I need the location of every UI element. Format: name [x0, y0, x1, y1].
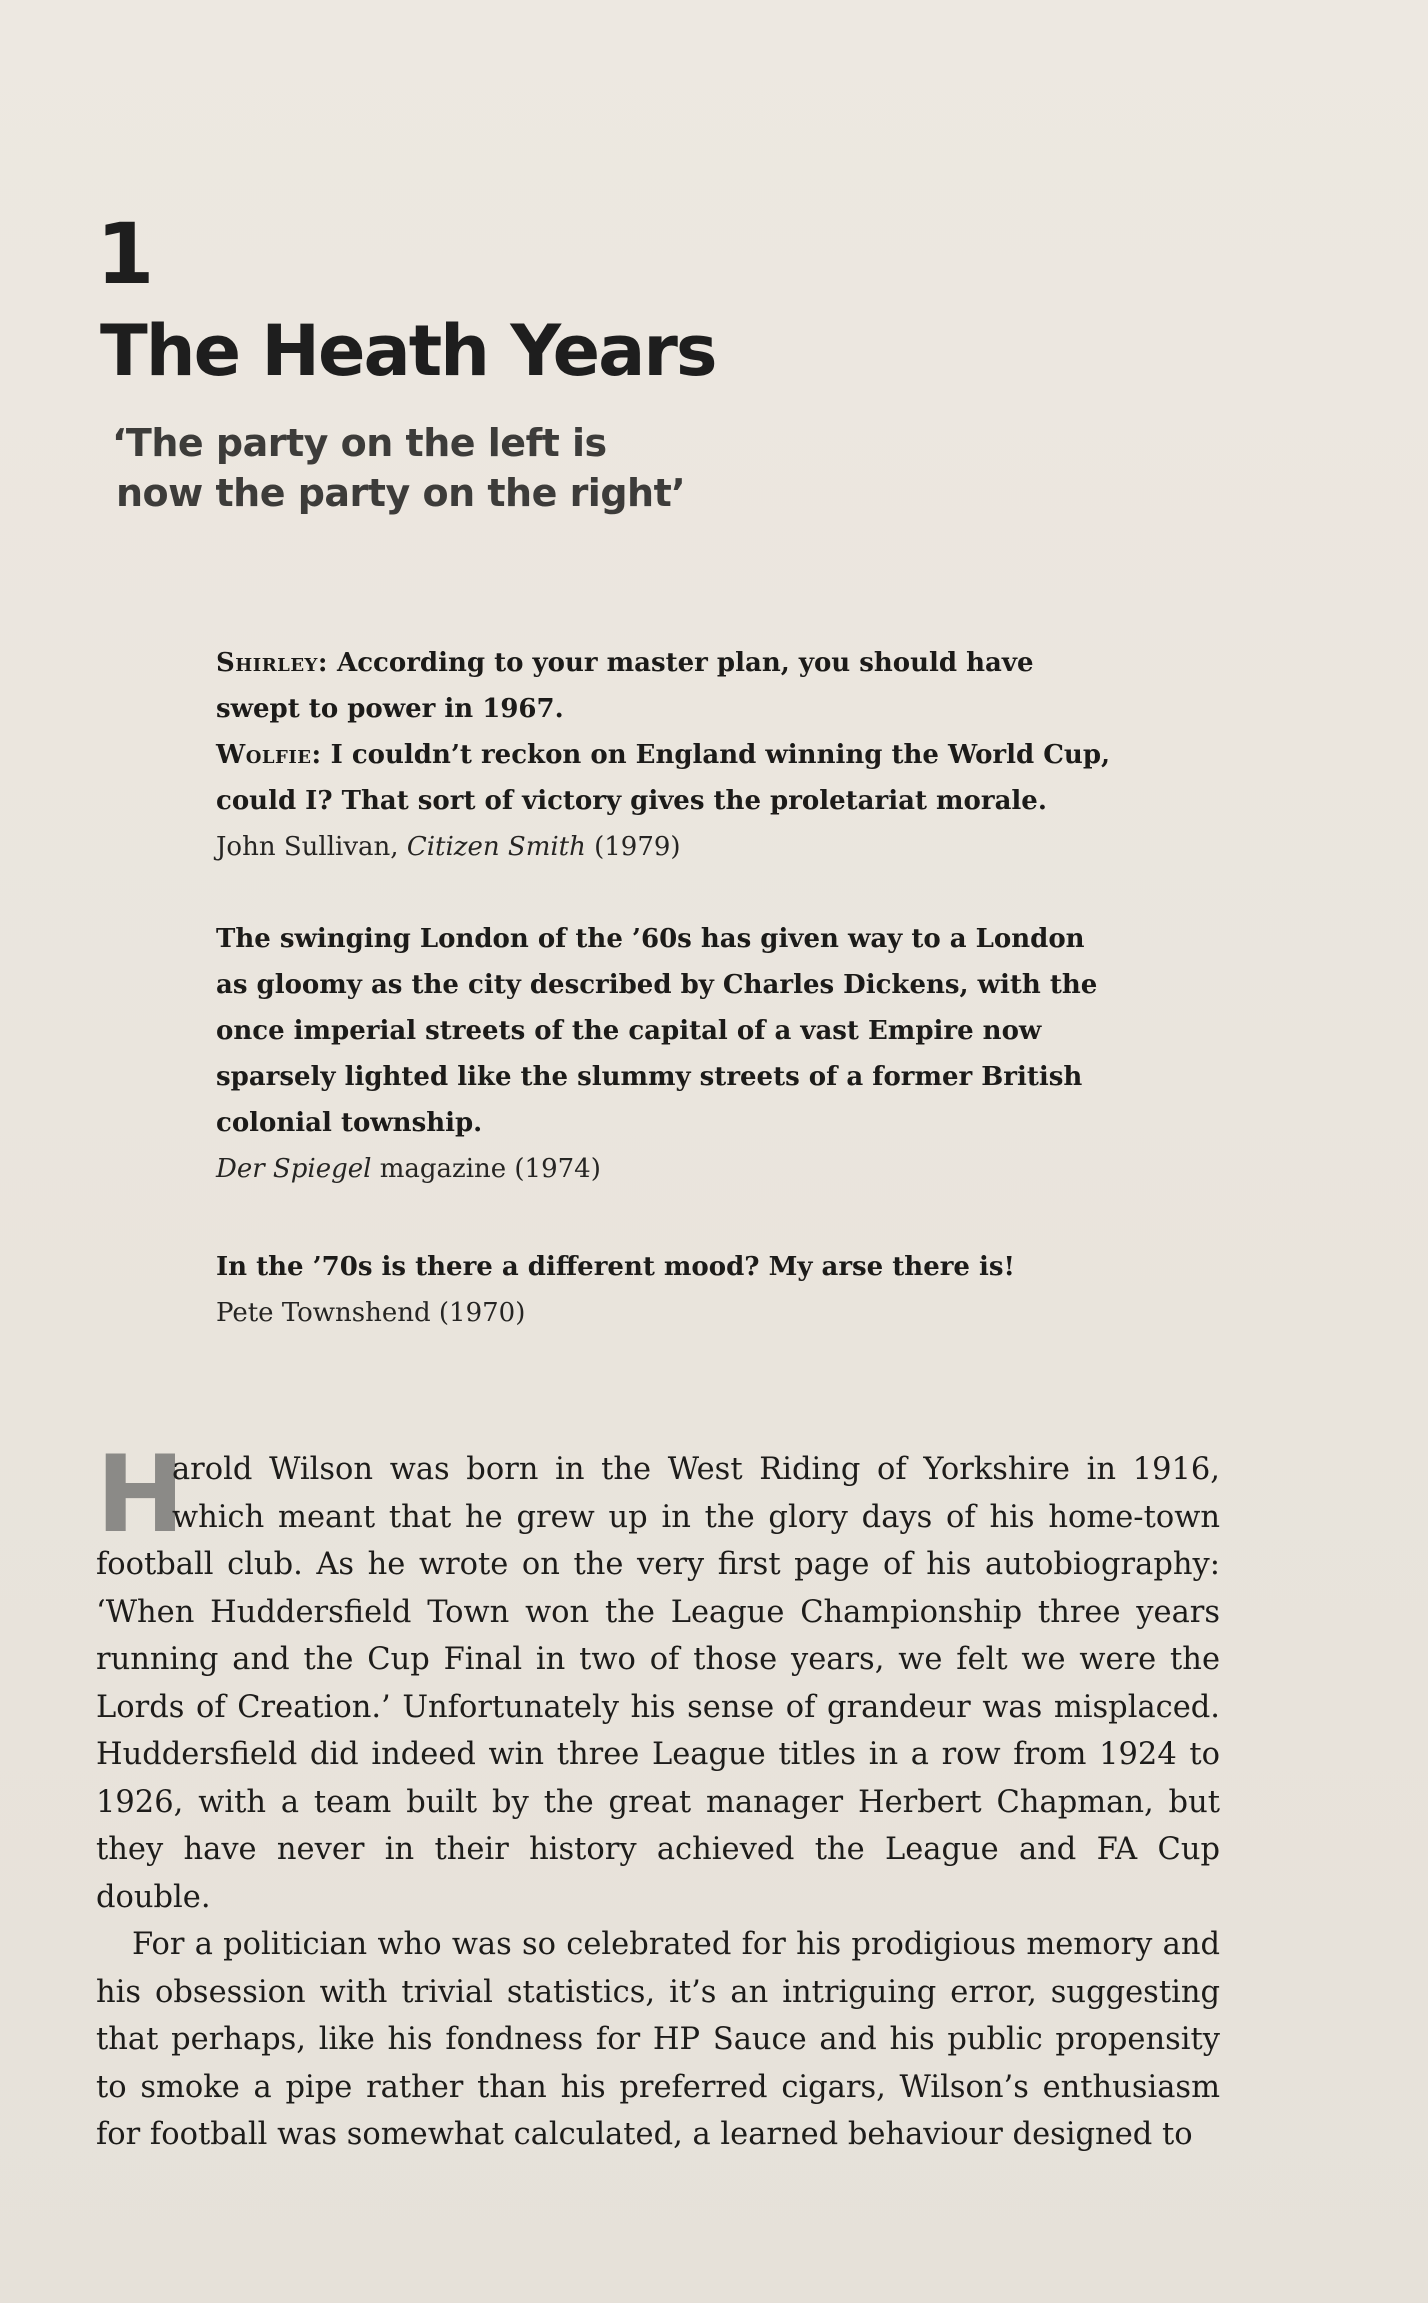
epigraph-source: [216, 824, 1116, 870]
epigraph-townshend: [216, 1244, 1116, 1336]
source-rest: magazine (1974): [371, 1154, 601, 1184]
source-year: (1979): [585, 832, 681, 862]
chapter-title: The Heath Years: [100, 310, 716, 392]
speaker-name: Wolfie:: [216, 740, 322, 770]
epigraphs: [216, 640, 1116, 1336]
dialogue-text: I couldn’t reckon on England winning the World Cup, could I? That sort of victory gives the proletariat morale.: [216, 740, 1111, 816]
epigraph-citizen-smith: [216, 640, 1116, 870]
paragraph-1: [96, 1433, 1220, 1921]
source-work: Der Spiegel: [216, 1154, 372, 1184]
epigraph-quote: The swinging London of the ’60s has given way to a London as gloomy as the city described by Charles Dickens, with the once imperial streets of the capital of a vast Empire now sparsely lighted like the slummy streets of a former British colonial township.: [216, 924, 1098, 1138]
epigraph-der-spiegel: [216, 916, 1116, 1192]
epigraph-quote: In the ’70s is there a different mood? My arse there is!: [216, 1252, 1015, 1282]
epigraph-dialogue-line: [216, 732, 1116, 824]
chapter-subtitle: [112, 418, 685, 518]
epigraph-source: [216, 1146, 1116, 1192]
body-text: [96, 1433, 1220, 2159]
source-author: John Sullivan,: [216, 832, 407, 862]
epigraph-source: Pete Townshend (1970): [216, 1298, 526, 1328]
drop-cap: H: [96, 1433, 185, 1556]
speaker-name: Shirley:: [216, 648, 328, 678]
chapter-number: 1: [96, 205, 153, 303]
chapter-subtitle-line-2: now the party on the right’: [116, 471, 686, 515]
paragraph-1-text: arold Wilson was born in the West Riding of Yorkshire in 1916, which meant that he grew up in the glory days of his home-town football club. As he wrote on the very first page of his autobiography: ‘When Huddersfield Town won the League Championship three years running and the Cup Final in two of those years, we felt we were the Lords of Creation.’ Unfortunately his sense of grandeur was misplaced. Huddersfield did indeed win three League titles in a row from 1924 to 1926, with a team built by the great manager Herbert Chapman, but they have never in their history achieved the League and FA Cup double.: [96, 1452, 1220, 1915]
dialogue-text: According to your master plan, you should have swept to power in 1967.: [216, 648, 1034, 724]
epigraph-dialogue-line: [216, 640, 1116, 732]
paragraph-2: For a politician who was so celebrated for his prodigious memory and his obsession with trivial statistics, it’s an intriguing error, suggesting that perhaps, like his fondness for HP Sauce and his public propensity to smoke a pipe rather than his preferred cigars, Wilson’s enthusiasm for football was somewhat calculated, a learned behaviour designed to: [96, 1927, 1220, 2152]
source-work: Citizen Smith: [406, 832, 586, 862]
chapter-subtitle-line-1: ‘The party on the left is: [112, 421, 607, 465]
